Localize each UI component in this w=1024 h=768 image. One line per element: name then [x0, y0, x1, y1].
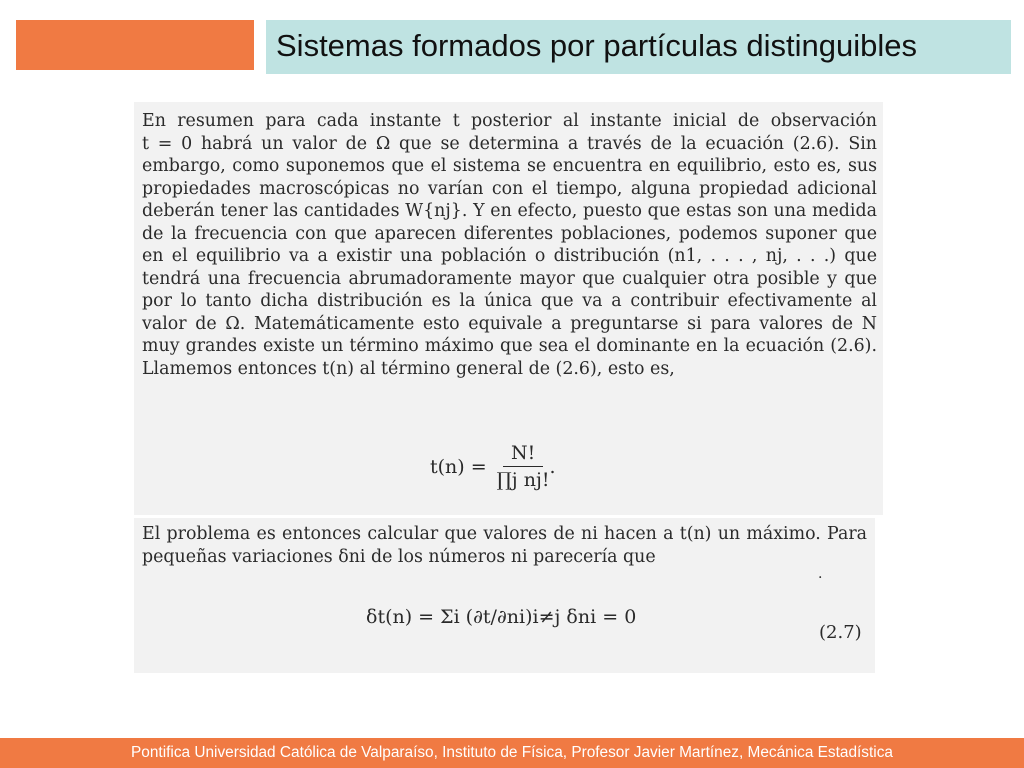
text-line: Llamemos entonces t(n) al término general de (2.6), esto es, [142, 358, 675, 379]
title-bar [266, 20, 1011, 74]
fraction-denominator: ∏j nj! [496, 469, 550, 491]
text-line: pequeñas variaciones δni de los números ni parecería que [142, 546, 656, 567]
footer-text: Pontifica Universidad Católica de Valparaíso, Instituto de Física, Profesor Javier Martínez, Mecánica Estadística [131, 744, 893, 761]
text-line: t = 0 habrá un valor de Ω que se determina a través de la ecuación (2.6). Sin [142, 133, 877, 154]
text-line: en el equilibrio va a existir una población o distribución (n1, . . . , nj, . . .) que [142, 246, 877, 266]
scanned-text-block-1 [134, 102, 883, 515]
stray-mark: . [818, 566, 823, 582]
equation-lhs: t(n) = [430, 455, 487, 478]
footer-bar [0, 738, 1024, 768]
equation-t-of-n [430, 442, 556, 491]
equation-2-7: δt(n) = Σi (∂t/∂ni)i≠j δni = 0 [366, 606, 637, 628]
slide-title: Sistemas formados por partículas distinguibles [276, 28, 917, 63]
text-line: deberán tener las cantidades W{nj}. Y en efecto, puesto que estas son una medida [142, 201, 877, 221]
text-line: En resumen para cada instante t posterior al instante inicial de observación [142, 111, 877, 131]
text-line: propiedades macroscópicas no varían con el tiempo, alguna propiedad adicional [142, 178, 877, 199]
text-line: muy grandes existe un término máximo que sea el dominante en la ecuación (2.6). [142, 336, 877, 356]
fraction [497, 442, 550, 491]
text-line: embargo, como suponemos que el sistema se encuentra en equilibrio, esto es, sus [142, 156, 877, 176]
scanned-text-block-2 [134, 518, 875, 673]
equation-number: (2.7) [819, 622, 862, 643]
text-line: por lo tanto dicha distribución es la única que va a contribuir efectivamente al [142, 291, 877, 311]
paragraph-1 [142, 110, 877, 380]
text-line: de la frecuencia con que aparecen diferentes poblaciones, podemos suponer que [142, 223, 877, 244]
fraction-numerator: N! [503, 442, 543, 467]
title-accent-block [16, 20, 254, 70]
text-line: tendrá una frecuencia abrumadoramente mayor que cualquier otra posible y que [142, 268, 877, 289]
text-line: El problema es entonces calcular que valores de ni hacen a t(n) un máximo. Para [142, 524, 867, 544]
equation-period: . [549, 455, 556, 478]
text-line: valor de Ω. Matemáticamente esto equivale a preguntarse si para valores de N [142, 313, 877, 334]
paragraph-2 [142, 523, 867, 568]
